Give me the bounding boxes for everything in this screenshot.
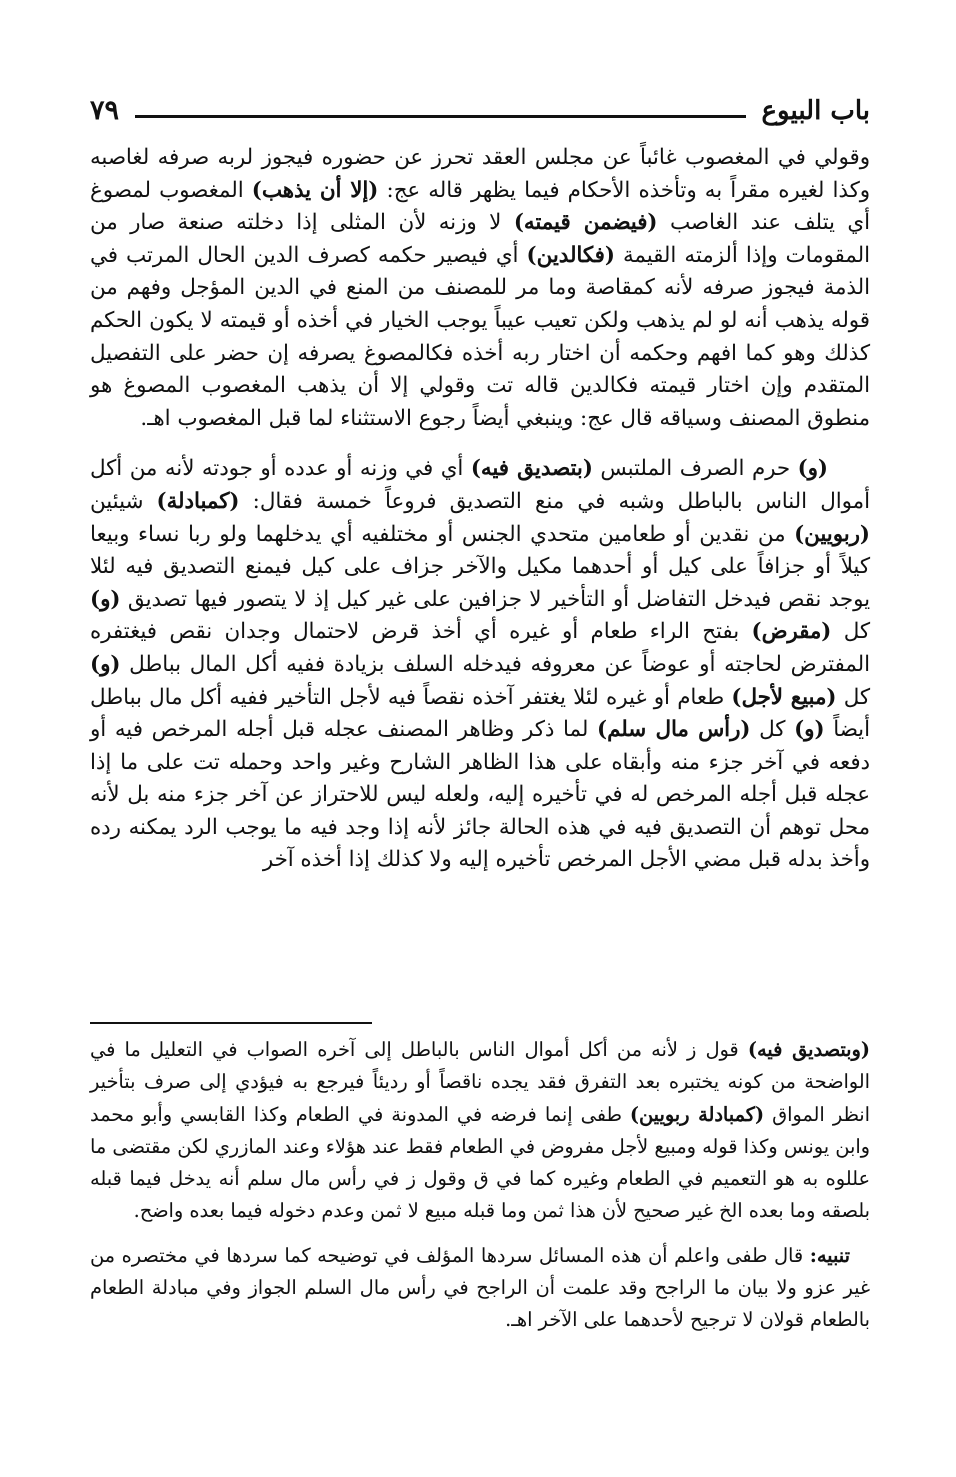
matn-quote: (و) — [90, 651, 121, 677]
matn-quote: (إلا أن يذهب) — [251, 177, 379, 203]
footnote-lemma: (وبتصديق فيه) — [747, 1038, 870, 1061]
footnote-label: تنبيه: — [809, 1243, 850, 1267]
text-run: أي فيصير حكمه كصرف الدين الحال المرتب في الذمة فيجوز صرفه لأنه كمقاصة وما مر للمصنف من المنع في الدين المؤجل وفهم من قوله يذهب أنه لو لم يذهب ولكن تعيب عيباً يوجب الخيار في أخذه أو قيمته لا يكون الحكم كذلك وهو كما افهم وحكمه أن اختار ربه أخذه فكالمصوغ يصرفه إن حضر على التفصيل المتقدم وإن اختار قيمته فكالدين قاله تت وقولي إلا أن يذهب المغصوب المصوغ هو منطوق المصنف وسياقه قال عج: وينبغي أيضاً رجوع الاستثناء لما قبل المغصوب اهـ. — [90, 242, 870, 431]
page-number: ٧٩ — [90, 95, 120, 126]
text-run: طعام أو غيره لئلا يغتفر آخذه نقصاً فيه لأجل التأخير ففيه أكل مال بباطل أيضاً — [90, 684, 871, 743]
text-run: طفى إنما فرضه في المدونة في الطعام وكذا القابسي وأبو محمد وابن يونس وكذا قوله ومبيع لأجل مفروض في الطعام فقط عند هؤلاء وعند المازري لكن مقتضى ما عللوه به هو التعميم في الطعام وغيره كما في ق وقول ز في رأس مال سلم أنه يدخل فيما قبله بلصقه وما بعده الخ غير صحيح لأن هذا ثمن وما قبله مبيع لا ثمن وعدم دخوله فيما بعده واضح. — [90, 1102, 870, 1223]
matn-quote: (فيضمن قيمته) — [513, 210, 658, 236]
text-run: المغصوب لمصوغ أي يتلف عند الغاصب — [90, 177, 871, 236]
footnotes — [90, 1034, 870, 1337]
text-run: من نقدين أو طعامين متحدي الجنس أو مختلفيه أي يدخلهما ولو ربا نساء وبيعا كيلاً أو جزافاً على كيل أو أحدهما مكيل والآخر جزاف على كيل فيمنع التصديق فيه لئلا يوجد نقص فيدخل التفاضل أو التأخير لا جزافين على غير كيل إذ لا يتصور فيها تصديق — [90, 521, 870, 612]
text-run: كل — [750, 717, 795, 743]
text-run: قول ز لأنه من أكل أموال الناس بالباطل إلى آخره الصواب في التعليل ما في الواضحة من كونه يختبره بعد التفرق فقد يجده ناقصاً أو رديئاً فيرجع به فيؤدي إلى صرف بتأخير انظر المواق — [90, 1038, 871, 1126]
text-run: شيئين — [90, 488, 157, 514]
main-paragraph-2 — [90, 453, 870, 877]
footnote-separator — [90, 1022, 372, 1024]
text-run: أي في وزنه أو عدده أو جودته لأنه من أكل أموال الناس بالباطل وشبه في منع التصديق فروعاً خمسة فقال: — [90, 456, 871, 514]
matn-quote: (مقرض) — [751, 619, 832, 645]
text-run: لما ذكر وظاهر المصنف عجله قبل أجله المرخص فيه أو دفعه في آخر جزء منه وأبقاه على هذا الظاهر الشارح وغير واحد وحمله تت على ما إذا عجله قبل أجله المرخص له في تأخيره إليه، ولعله ليس للاحتراز عن آخر جزء منه بل لأنه محل توهم أن التصديق فيه في هذه الحالة جائز لأنه إذا وجد فيه ما يوجب الرد يمكنه رده وأخذ بدله قبل مضي الأجل المرخص تأخيره إليه ولا كذلك إذا أخذه آخر — [90, 717, 870, 873]
text-run: كل — [836, 684, 870, 710]
matn-quote: (فكالدين) — [526, 242, 615, 268]
text-run: قال طفى واعلم أن هذه المسائل سردها المؤلف في توضيحه كما سردها في مختصره من غير عزو ولا بيان ما الراجح وقد علمت أن الراجح في رأس مال السلم الجواز وفي مبادلة الطعام بالطعام قولان لا ترجيح لأحدهما على الآخر اهـ. — [90, 1243, 870, 1332]
matn-quote: (و) — [794, 717, 825, 743]
main-paragraph-1 — [90, 142, 870, 435]
matn-quote: (رأس مال سلم) — [597, 717, 751, 743]
header-rule — [135, 115, 746, 118]
text-run: لا وزنه لأن المثلى إذا دخلته صنعة صار من المقومات وإذا ألزمته القيمة — [90, 210, 870, 268]
text-run: حرم الصرف الملتبس — [592, 456, 798, 482]
text-run: بفتح الراء طعام أو غيره أي أخذ قرض لاحتمال وجدان نقص فيغتفره المفترض لحاجته أو عوضاً عن معروفه فيدخله السلف بزيادة ففيه أكل المال بباطل — [90, 619, 870, 677]
text-run: وقولي في المغصوب غائباً عن مجلس العقد تحرز عن حضوره فيجوز لربه صرفه لغاصبه وكذا لغيره مقراً به وتأخذه الأحكام فيما يظهر قاله عج: — [90, 145, 871, 203]
matn-quote: (بتصديق فيه) — [470, 456, 593, 482]
footnote-lemma: (كمبادلة ربويين) — [629, 1102, 765, 1126]
footnote-2 — [90, 1240, 870, 1337]
main-text — [90, 142, 870, 877]
footnote-1 — [90, 1034, 870, 1228]
matn-quote: (ربويين) — [794, 521, 870, 547]
page-header — [90, 84, 870, 128]
matn-quote: (كمبادلة) — [156, 488, 240, 514]
text-run: كل — [831, 619, 870, 645]
running-title: باب البيوع — [761, 96, 870, 126]
matn-quote: (مبيع لأجل) — [731, 684, 837, 710]
matn-quote: (و) — [797, 456, 828, 482]
matn-quote: (و) — [90, 586, 121, 612]
